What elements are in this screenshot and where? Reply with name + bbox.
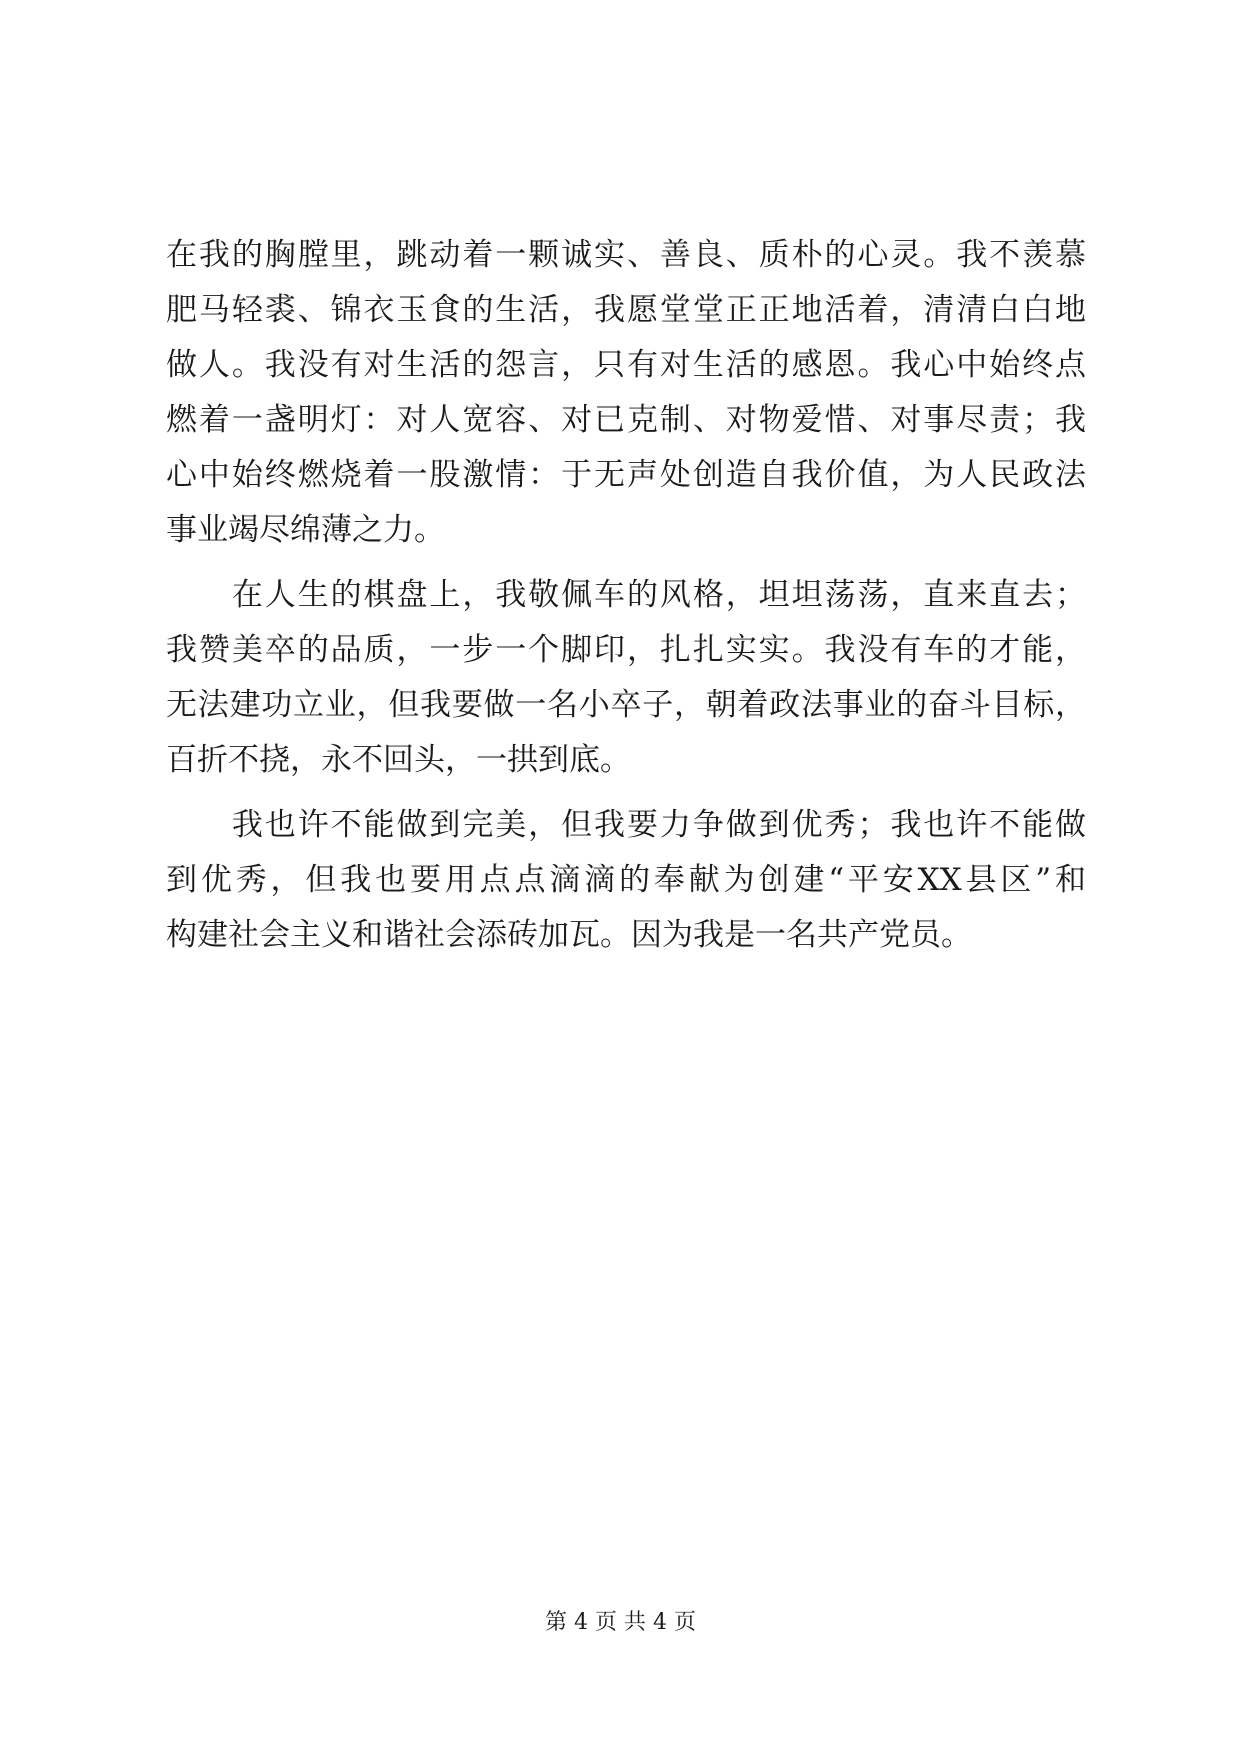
text-line: 肥马轻裘、锦衣玉食的生活，我愿堂堂正正地活着，清清白白地 <box>166 292 1086 328</box>
text-line: 无法建功立业，但我要做一名小卒子，朝着政法事业的奋斗目标， <box>166 687 1086 723</box>
paragraph-1 <box>166 228 1086 558</box>
text-line: 百折不挠，永不回头，一拱到底。 <box>166 742 631 778</box>
page-footer <box>0 1608 1241 1638</box>
text-line: 燃着一盏明灯：对人宽容、对已克制、对物爱惜、对事尽责；我 <box>166 402 1086 438</box>
page-number: 第 4 页 共 4 页 <box>545 1610 696 1635</box>
text-line: 到优秀，但我也要用点点滴滴的奉献为创建“平安XX县区”和 <box>166 862 1086 898</box>
text-line: 我也许不能做到完美，但我要力争做到优秀；我也许不能做 <box>166 807 1086 843</box>
document-body <box>166 228 1086 963</box>
paragraph-spacer <box>166 788 1086 798</box>
text-line: 构建社会主义和谐社会添砖加瓦。因为我是一名共产党员。 <box>166 917 972 953</box>
text-line: 在我的胸膛里，跳动着一颗诚实、善良、质朴的心灵。我不羡慕 <box>166 237 1086 273</box>
text-line: 我赞美卒的品质，一步一个脚印，扎扎实实。我没有车的才能， <box>166 632 1086 668</box>
text-line: 做人。我没有对生活的怨言，只有对生活的感恩。我心中始终点 <box>166 347 1086 383</box>
text-line: 事业竭尽绵薄之力。 <box>166 512 445 548</box>
paragraph-2 <box>166 568 1086 788</box>
paragraph-3 <box>166 798 1086 963</box>
text-line: 在人生的棋盘上，我敬佩车的风格，坦坦荡荡，直来直去； <box>166 577 1086 613</box>
paragraph-spacer <box>166 558 1086 568</box>
text-line: 心中始终燃烧着一股激情：于无声处创造自我价值，为人民政法 <box>166 457 1086 493</box>
